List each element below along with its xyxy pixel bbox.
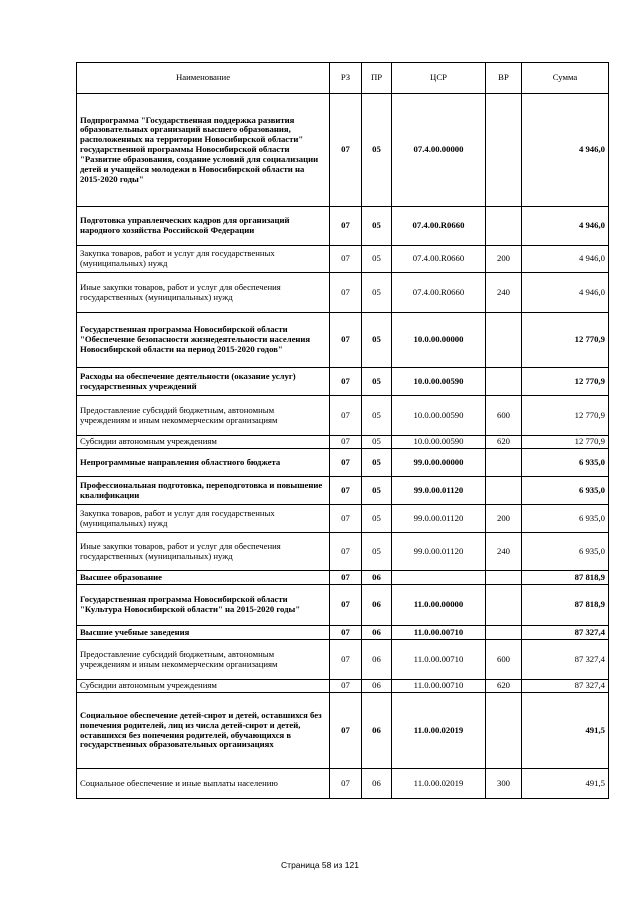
table-row	[77, 693, 609, 769]
cell-sum: 4 946,0	[522, 207, 609, 246]
cell-rz: 07	[330, 680, 362, 693]
table-row	[77, 640, 609, 680]
col-header-rz: РЗ	[330, 63, 362, 94]
cell-vr	[486, 693, 522, 769]
cell-rz: 07	[330, 368, 362, 396]
table-row	[77, 436, 609, 449]
cell-sum: 4 946,0	[522, 94, 609, 207]
cell-vr: 620	[486, 680, 522, 693]
cell-sum: 6 935,0	[522, 477, 609, 505]
cell-pr: 05	[362, 313, 392, 368]
cell-sum: 87 327,4	[522, 680, 609, 693]
cell-csr: 11.0.00.00710	[392, 626, 486, 640]
cell-csr: 11.0.00.00000	[392, 585, 486, 626]
cell-csr: 10.0.00.00000	[392, 313, 486, 368]
cell-vr: 240	[486, 533, 522, 571]
budget-table	[76, 62, 609, 799]
cell-name: Социальное обеспечение и иные выплаты населению	[77, 769, 330, 799]
col-header-name: Наименование	[77, 63, 330, 94]
table-header-row	[77, 63, 609, 94]
table-row	[77, 368, 609, 396]
cell-vr	[486, 368, 522, 396]
cell-csr: 07.4.00.R0660	[392, 246, 486, 273]
col-header-csr: ЦСР	[392, 63, 486, 94]
cell-sum: 6 935,0	[522, 533, 609, 571]
cell-name: Социальное обеспечение детей-сирот и детей, оставшихся без попечения родителей, лиц из числа детей-сирот и детей, оставшихся без попечения родителей, обучающихся в государственных образовательных организациях	[77, 693, 330, 769]
cell-sum: 4 946,0	[522, 246, 609, 273]
cell-vr: 620	[486, 436, 522, 449]
cell-vr	[486, 626, 522, 640]
cell-vr: 240	[486, 273, 522, 313]
cell-rz: 07	[330, 533, 362, 571]
cell-name: Предоставление субсидий бюджетным, автономным учреждениям и иным некоммерческим организациям	[77, 396, 330, 436]
col-header-vr: ВР	[486, 63, 522, 94]
cell-name: Подпрограмма "Государственная поддержка развития образовательных организаций высшего образования, расположенных на территории Новосибирской области" государственной программы Новосибирской области "Развитие образования, создание условий для социализации детей и учащейся молодежи в Новосибирской области на 2015-2020 годы"	[77, 94, 330, 207]
cell-csr: 10.0.00.00590	[392, 396, 486, 436]
cell-sum: 12 770,9	[522, 368, 609, 396]
cell-name: Подготовка управленческих кадров для организаций народного хозяйства Российской Федерации	[77, 207, 330, 246]
table-row	[77, 505, 609, 533]
cell-name: Государственная программа Новосибирской области "Обеспечение безопасности жизнедеятельности населения Новосибирской области на период 2015-2020 годов"	[77, 313, 330, 368]
table-row	[77, 313, 609, 368]
cell-sum: 6 935,0	[522, 449, 609, 477]
cell-csr: 07.4.00.R0660	[392, 273, 486, 313]
cell-name: Закупка товаров, работ и услуг для государственных (муниципальных) нужд	[77, 246, 330, 273]
cell-sum: 87 327,4	[522, 626, 609, 640]
cell-vr	[486, 313, 522, 368]
table-row	[77, 449, 609, 477]
cell-rz: 07	[330, 436, 362, 449]
cell-csr: 99.0.00.01120	[392, 477, 486, 505]
cell-sum: 6 935,0	[522, 505, 609, 533]
table-row	[77, 769, 609, 799]
cell-pr: 05	[362, 94, 392, 207]
cell-vr	[486, 571, 522, 585]
cell-rz: 07	[330, 449, 362, 477]
cell-csr: 99.0.00.01120	[392, 533, 486, 571]
cell-csr: 99.0.00.00000	[392, 449, 486, 477]
cell-sum: 491,5	[522, 769, 609, 799]
cell-sum: 12 770,9	[522, 396, 609, 436]
table-row	[77, 477, 609, 505]
cell-csr: 11.0.00.00710	[392, 680, 486, 693]
cell-rz: 07	[330, 626, 362, 640]
cell-vr: 600	[486, 396, 522, 436]
cell-sum: 87 818,9	[522, 585, 609, 626]
cell-vr: 600	[486, 640, 522, 680]
table-row	[77, 94, 609, 207]
cell-pr: 05	[362, 533, 392, 571]
cell-sum: 87 327,4	[522, 640, 609, 680]
cell-rz: 07	[330, 313, 362, 368]
cell-pr: 06	[362, 769, 392, 799]
cell-pr: 05	[362, 436, 392, 449]
cell-csr: 07.4.00.00000	[392, 94, 486, 207]
cell-csr: 11.0.00.00710	[392, 640, 486, 680]
table-row	[77, 585, 609, 626]
cell-rz: 07	[330, 207, 362, 246]
cell-pr: 06	[362, 585, 392, 626]
cell-csr: 11.0.00.02019	[392, 769, 486, 799]
cell-pr: 06	[362, 693, 392, 769]
cell-pr: 05	[362, 207, 392, 246]
cell-pr: 05	[362, 449, 392, 477]
table-body	[77, 94, 609, 799]
cell-sum: 491,5	[522, 693, 609, 769]
cell-sum: 12 770,9	[522, 313, 609, 368]
cell-vr	[486, 449, 522, 477]
cell-vr	[486, 477, 522, 505]
page-number: Страница 58 из 121	[281, 860, 359, 870]
cell-name: Высшее образование	[77, 571, 330, 585]
table-row	[77, 626, 609, 640]
cell-name: Иные закупки товаров, работ и услуг для обеспечения государственных (муниципальных) нужд	[77, 273, 330, 313]
cell-vr	[486, 94, 522, 207]
cell-vr: 300	[486, 769, 522, 799]
cell-pr: 05	[362, 396, 392, 436]
cell-rz: 07	[330, 505, 362, 533]
cell-pr: 05	[362, 477, 392, 505]
col-header-sum: Сумма	[522, 63, 609, 94]
cell-csr: 10.0.00.00590	[392, 368, 486, 396]
cell-name: Профессиональная подготовка, переподготовка и повышение квалификации	[77, 477, 330, 505]
cell-csr: 99.0.00.01120	[392, 505, 486, 533]
cell-name: Расходы на обеспечение деятельности (оказание услуг) государственных учреждений	[77, 368, 330, 396]
cell-name: Субсидии автономным учреждениям	[77, 436, 330, 449]
table-row	[77, 571, 609, 585]
col-header-pr: ПР	[362, 63, 392, 94]
cell-name: Государственная программа Новосибирской области "Культура Новосибирской области" на 2015-2020 годы"	[77, 585, 330, 626]
cell-name: Закупка товаров, работ и услуг для государственных (муниципальных) нужд	[77, 505, 330, 533]
cell-vr	[486, 207, 522, 246]
cell-name: Непрограммные направления областного бюджета	[77, 449, 330, 477]
cell-pr: 05	[362, 273, 392, 313]
cell-pr: 05	[362, 368, 392, 396]
cell-rz: 07	[330, 769, 362, 799]
cell-rz: 07	[330, 273, 362, 313]
cell-csr	[392, 571, 486, 585]
cell-name: Субсидии автономным учреждениям	[77, 680, 330, 693]
cell-rz: 07	[330, 585, 362, 626]
cell-sum: 4 946,0	[522, 273, 609, 313]
table-row	[77, 273, 609, 313]
table-row	[77, 680, 609, 693]
cell-name: Высшие учебные заведения	[77, 626, 330, 640]
cell-name: Предоставление субсидий бюджетным, автономным учреждениям и иным некоммерческим организациям	[77, 640, 330, 680]
cell-csr: 10.0.00.00590	[392, 436, 486, 449]
cell-rz: 07	[330, 94, 362, 207]
cell-rz: 07	[330, 693, 362, 769]
table-row	[77, 396, 609, 436]
cell-sum: 87 818,9	[522, 571, 609, 585]
cell-pr: 05	[362, 246, 392, 273]
cell-vr	[486, 585, 522, 626]
cell-pr: 06	[362, 626, 392, 640]
cell-csr: 07.4.00.R0660	[392, 207, 486, 246]
cell-csr: 11.0.00.02019	[392, 693, 486, 769]
cell-rz: 07	[330, 640, 362, 680]
cell-rz: 07	[330, 477, 362, 505]
table-row	[77, 207, 609, 246]
cell-pr: 05	[362, 505, 392, 533]
table-row	[77, 533, 609, 571]
cell-vr: 200	[486, 505, 522, 533]
cell-rz: 07	[330, 571, 362, 585]
cell-rz: 07	[330, 396, 362, 436]
cell-pr: 06	[362, 640, 392, 680]
cell-vr: 200	[486, 246, 522, 273]
cell-rz: 07	[330, 246, 362, 273]
cell-sum: 12 770,9	[522, 436, 609, 449]
cell-pr: 06	[362, 680, 392, 693]
cell-pr: 06	[362, 571, 392, 585]
cell-name: Иные закупки товаров, работ и услуг для обеспечения государственных (муниципальных) нужд	[77, 533, 330, 571]
table-row	[77, 246, 609, 273]
